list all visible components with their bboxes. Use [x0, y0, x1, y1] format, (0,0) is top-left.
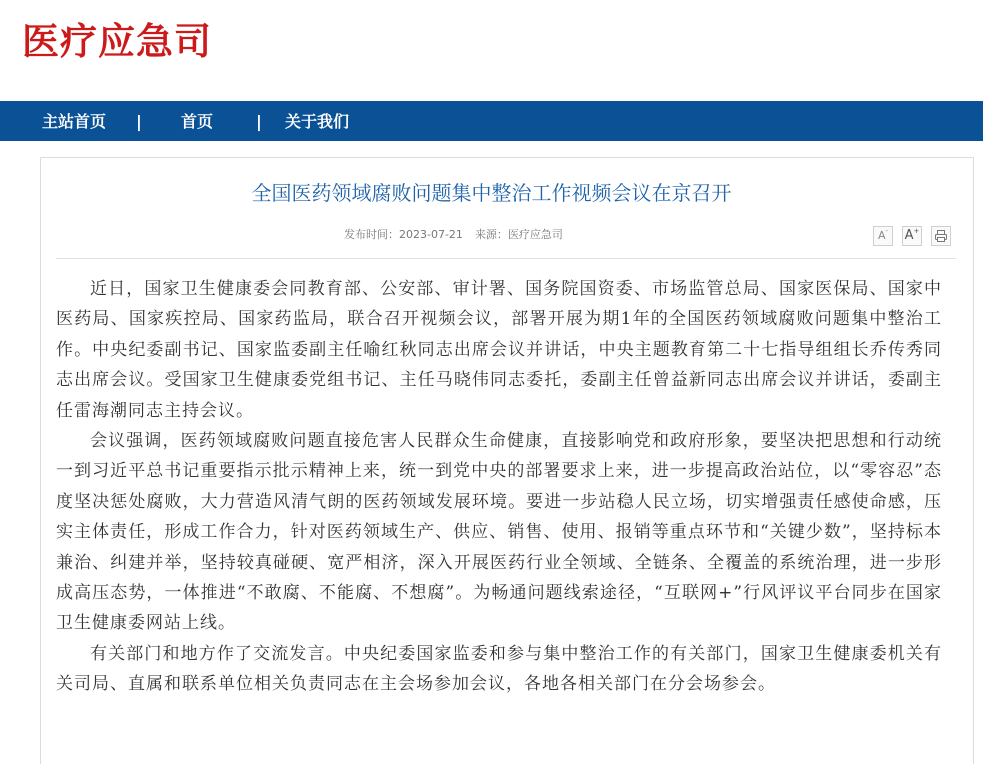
nav-main-site-home[interactable]: 主站首页: [42, 112, 107, 131]
nav-about-us[interactable]: 关于我们: [285, 112, 350, 131]
article-meta: [344, 226, 575, 242]
site-logo-title[interactable]: 医疗应急司: [22, 20, 212, 63]
source-label: 来源：: [474, 228, 508, 241]
print-button[interactable]: [931, 226, 951, 246]
nav-separator: |: [256, 112, 262, 131]
font-decrease-icon: A-: [877, 227, 889, 242]
publish-date: [344, 228, 463, 241]
font-increase-icon: A+: [904, 227, 920, 243]
font-increase-button[interactable]: [902, 226, 922, 246]
article-paragraph: 近日，国家卫生健康委会同教育部、公安部、审计署、国务院国资委、市场监管总局、国家医保局、国家中医药局、国家疾控局、国家药监局，联合召开视频会议，部署开展为期1年的全国医药领域腐败问题集中整治工作。中央纪委副书记、国家监委副主任喻红秋同志出席会议并讲话，中央主题教育第二十七指导组组长乔传秀同志出席会议。受国家卫生健康委党组书记、主任马晓伟同志委托，委副主任曾益新同志出席会议并讲话，委副主任雷海潮同志主持会议。: [56, 279, 942, 421]
article-source: [475, 228, 563, 241]
publish-date-label: 发布时间：: [344, 228, 399, 241]
article-paragraph: 会议强调，医药领域腐败问题直接危害人民群众生命健康，直接影响党和政府形象，要坚决把思想和行动统一到习近平总书记重要指示批示精神上来，统一到党中央的部署要求上来，进一步提高政治站位，以“零容忍”态度坚决惩处腐败，大力营造风清气朗的医药领域发展环境。要进一步站稳人民立场，切实增强责任感使命感，压实主体责任，形成工作合力，针对医药领域生产、供应、销售、使用、报销等重点环节和“关键少数”，坚持标本兼治、纠建并举，坚持较真碰硬、宽严相济，深入开展医药行业全领域、全链条、全覆盖的系统治理，进一步形成高压态势，一体推进“不敢腐、不能腐、不想腐”。为畅通问题线索途径，“互联网+”行风评议平台同步在国家卫生健康委网站上线。: [56, 431, 942, 634]
article-paragraph: 有关部门和地方作了交流发言。中央纪委国家监委和参与集中整治工作的有关部门，国家卫生健康委机关有关司局、直属和联系单位相关负责同志在主会场参加会议，各地各相关部门在分会场参会。: [56, 643, 942, 695]
font-decrease-button[interactable]: [873, 226, 893, 246]
nav-separator: |: [136, 112, 142, 131]
article-title: 全国医药领域腐败问题集中整治工作视频会议在京召开: [251, 181, 732, 205]
nav-home[interactable]: 首页: [181, 112, 214, 131]
article-body: [56, 274, 942, 700]
print-icon: [934, 229, 948, 243]
source-value: 医疗应急司: [507, 228, 563, 241]
publish-date-value: 2023-07-21: [399, 228, 463, 241]
title-divider: [56, 258, 956, 259]
main-navbar: [0, 101, 983, 141]
